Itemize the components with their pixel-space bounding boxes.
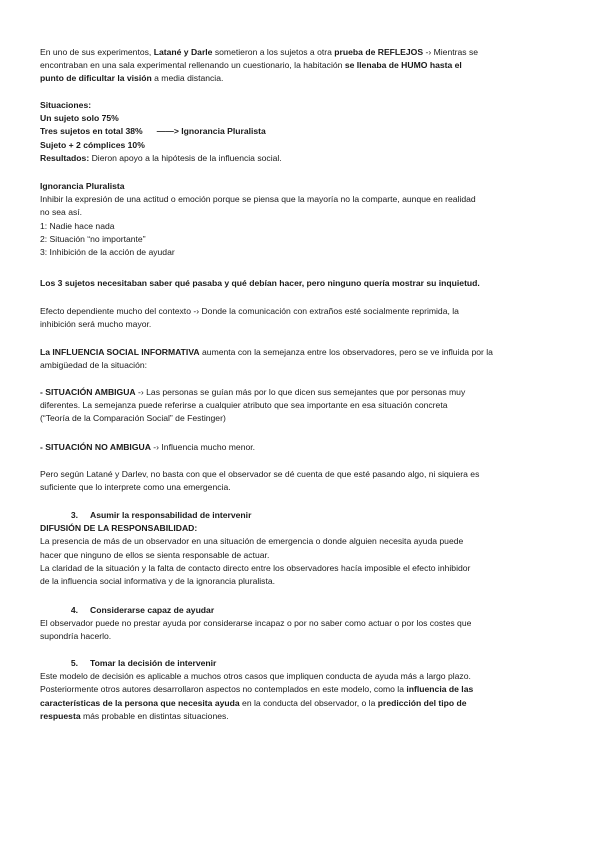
text-run: sometieron a los sujetos a otra: [212, 47, 335, 57]
situations-heading: Situaciones:: [40, 100, 92, 110]
text-line: hacer que ninguno de ellos se sienta responsable de actuar.: [40, 549, 270, 560]
section-3: [40, 509, 560, 588]
list-item: 1: Nadie hace nada: [40, 220, 115, 231]
bold-run: predicción del tipo de: [377, 697, 467, 708]
text-line: La presencia de más de un observador en una situación de emergencia o donde alguien necesita ayuda puede: [40, 536, 464, 547]
text-run: -› Mientras se: [423, 47, 479, 57]
text-line: no sea así.: [40, 207, 83, 218]
bold-run: características de la persona que necesita ayuda: [40, 697, 240, 708]
ambiguous-situation-paragraph: [40, 386, 560, 426]
text-line: Efecto dependiente mucho del contexto -› Donde la comunicación con extraños esté socialmente reprimida, la: [40, 306, 459, 316]
pluralist-arrow-label: ——> Ignorancia Pluralista: [156, 126, 266, 137]
section-title: Considerarse capaz de ayudar: [90, 605, 215, 615]
section-heading: Ignorancia Pluralista: [40, 181, 125, 191]
text-run: encontraban en una sala experimental rellenando un cuestionario, la habitación: [40, 60, 345, 71]
text-line: ambigüedad de la situación:: [40, 360, 148, 371]
text-line: suficiente que lo interprete como una emergencia.: [40, 482, 231, 493]
text-run: Posteriormente otros autores desarrollaron aspectos no contemplados en este modelo, como la: [40, 684, 407, 695]
text-line: diferentes. La semejanza puede referirse a cualquier atributo que sea importante en esa situación concreta: [40, 400, 448, 411]
text-line: inhibición será mucho mayor.: [40, 319, 152, 330]
section-number: 5.: [70, 658, 78, 668]
non-ambiguous-paragraph: [40, 441, 560, 454]
text-line: Este modelo de decisión es aplicable a muchos otros casos que impliquen conducta de ayuda más a largo plazo.: [40, 671, 471, 682]
pluralist-ignorance-block: [40, 180, 560, 259]
section-4: [40, 604, 560, 644]
three-subjects-paragraph: [40, 277, 560, 290]
text-run: En uno de sus experimentos,: [40, 47, 154, 57]
text-line: supondría hacerlo.: [40, 631, 112, 642]
visibility-bold: punto de dificultar la visión: [40, 73, 152, 84]
section-5: [40, 657, 560, 723]
reflex-test-bold: prueba de REFLEJOS: [334, 47, 424, 57]
bold-statement: Los 3 sujetos necesitaban saber qué pasaba y qué debían hacer, pero ninguno quería mostrar su inquietud.: [40, 278, 480, 288]
text-run: en la conducta del observador, o la: [239, 697, 378, 708]
situations-block: [40, 99, 560, 165]
section-title: Tomar la decisión de intervenir: [90, 658, 217, 668]
text-run: aumenta con la semejanza entre los observadores, pero se ve influida por la: [199, 347, 493, 357]
section-number: 4.: [70, 605, 78, 615]
latane-paragraph: [40, 468, 560, 494]
list-item: 2: Situación “no importante”: [40, 233, 146, 244]
situation-item: Tres sujetos en total 38%: [40, 126, 143, 137]
text-line: El observador puede no prestar ayuda por considerarse incapaz o por no saber como actuar o por los costes que: [40, 618, 472, 629]
informative-influence-paragraph: [40, 346, 560, 372]
situation-item: Sujeto + 2 cómplices 10%: [40, 139, 145, 150]
text-line: [40, 46, 560, 59]
text-line: de la influencia social informativa y de la ignorancia pluralista.: [40, 576, 276, 587]
bold-run: respuesta: [40, 710, 81, 721]
text-line: Pero según Latané y Darlev, no basta con que el observador se dé cuenta de que esté pasando algo, ni siquiera es: [40, 469, 480, 479]
results-text: Dieron apoyo a la hipótesis de la influencia social.: [89, 152, 282, 163]
text-run: a media distancia.: [151, 73, 224, 84]
authors-bold: Latané y Darle: [153, 47, 213, 57]
non-ambiguous-bold: - SITUACIÓN NO AMBIGUA: [40, 442, 151, 452]
text-line: [40, 59, 560, 72]
text-run: -› Influencia mucho menor.: [150, 442, 256, 452]
text-run: -› Las personas se guían más por lo que dicen sus semejantes que por personas muy: [135, 387, 466, 397]
results-label: Resultados:: [40, 152, 90, 163]
section-title: Asumir la responsabilidad de intervenir: [90, 510, 252, 520]
text-line: Inhibir la expresión de una actitud o emoción porque se piensa que la mayoría no la comparte, aunque en realidad: [40, 194, 476, 205]
smoke-bold: se llenaba de HUMO hasta el: [344, 60, 462, 71]
text-run: más probable en distintas situaciones.: [80, 710, 229, 721]
ambiguous-bold: - SITUACIÓN AMBIGUA: [40, 387, 136, 397]
text-line: (“Teoría de la Comparación Social” de Festinger): [40, 413, 226, 424]
influence-bold: La INFLUENCIA SOCIAL INFORMATIVA: [40, 347, 200, 357]
intro-paragraph: [40, 46, 560, 86]
text-line: [40, 72, 560, 85]
subsection-heading: DIFUSIÓN DE LA RESPONSABILIDAD:: [40, 523, 198, 534]
section-number: 3.: [70, 510, 78, 520]
context-effect-paragraph: [40, 305, 560, 331]
text-line: La claridad de la situación y la falta de contacto directo entre los observadores hacía imposible el efecto inhibidor: [40, 562, 471, 573]
situation-item: Un sujeto solo 75%: [40, 113, 119, 124]
list-item: 3: Inhibición de la acción de ayudar: [40, 247, 175, 258]
bold-run: influencia de las: [406, 684, 474, 695]
